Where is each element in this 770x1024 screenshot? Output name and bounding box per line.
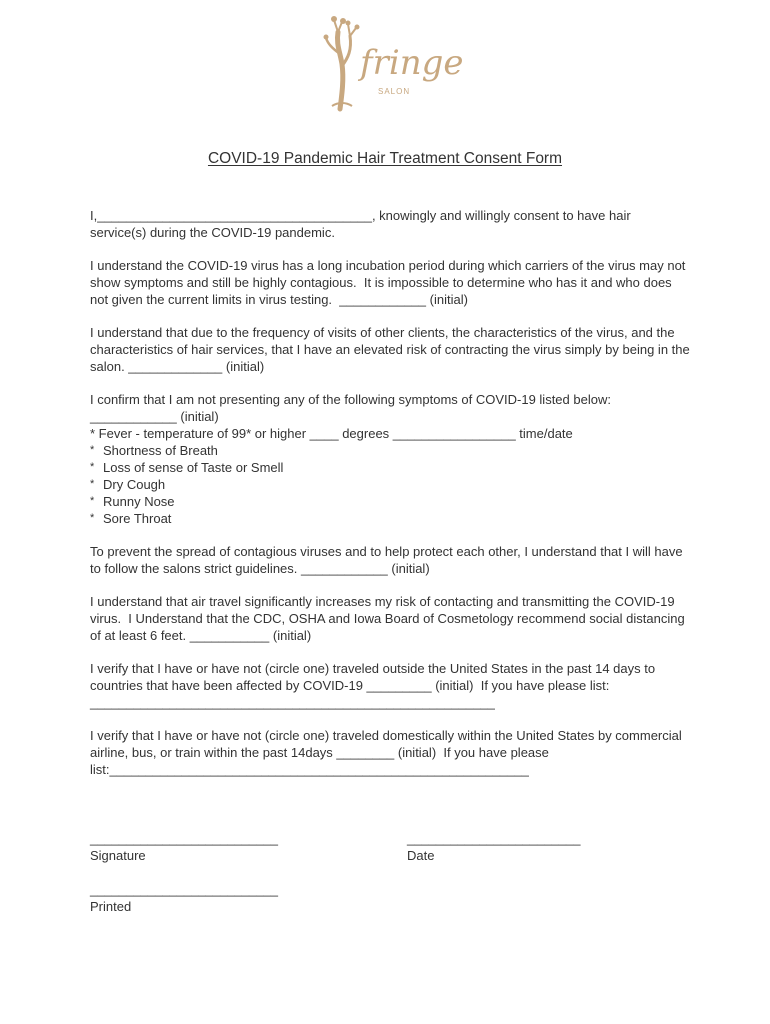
signature-label: Signature [90,848,146,863]
date-line: ________________________ [407,831,581,846]
symptoms-intro: I confirm that I am not presenting any of the following symptoms of COVID-19 listed below: ____________ (initial) [90,392,611,424]
page-title: COVID-19 Pandemic Hair Treatment Consent Form [207,150,563,167]
printed-label: Printed [90,899,132,914]
svg-text:fringe: fringe [360,43,464,83]
fever-line: * Fever - temperature of 99* or higher ____ degrees _________________ time/date [90,426,573,441]
tree-logo-icon [318,14,464,114]
consent-paragraph: I,______________________________________, knowingly and willingly consent to have hair service(s) during the COVID-19 pandemic. [90,208,635,240]
svg-text:SALON: SALON [378,87,411,96]
guidelines-paragraph: To prevent the spread of contagious viruses and to help protect each other, I understand that I will have to follow the salons strict guidelines. ____________ (initial) [90,544,687,576]
list-item: * Loss of sense of Taste or Smell [90,459,690,476]
air-travel-paragraph: I understand that air travel significantly increases my risk of contacting and transmitting the COVID-19 virus. I Understand that the CDC, OSHA and Iowa Board of Cosmetology recommend social distancing of at least 6 feet. ___________ (initial) [90,594,689,643]
signature-line: __________________________ [90,831,278,846]
printed-line: __________________________ [90,882,278,897]
international-travel-paragraph: I verify that I have or have not (circle one) traveled outside the United States in the past 14 days to countries that have been affected by COVID-19 _________ (initial) If you have please list: ________________________________________________________ [90,661,659,710]
symptoms-section [90,391,690,527]
elevated-risk-paragraph: I understand that due to the frequency of visits of other clients, the characteristics of the virus, and the characteristics of hair services, that I have an elevated risk of contracting the virus simply by being in the salon. _____________ (initial) [90,325,694,374]
list-item: * Shortness of Breath [90,442,690,459]
list-item: * Dry Cough [90,476,690,493]
fringe-salon-logo [318,14,464,114]
list-item: * Runny Nose [90,493,690,510]
consent-body [90,207,694,794]
symptoms-list [90,442,690,527]
list-item: * Sore Throat [90,510,690,527]
date-label: Date [407,848,435,863]
incubation-paragraph: I understand the COVID-19 virus has a long incubation period during which carriers of the virus may not show symptoms and still be highly contagious. It is impossible to determine who has it and who does not given the current limits in virus testing. ____________ (initial) [90,258,690,307]
domestic-travel-paragraph: I verify that I have or have not (circle one) traveled domestically within the United States by commercial airline, bus, or train within the past 14days ________ (initial) If you have please list:__________________________________________________________ [90,728,686,777]
